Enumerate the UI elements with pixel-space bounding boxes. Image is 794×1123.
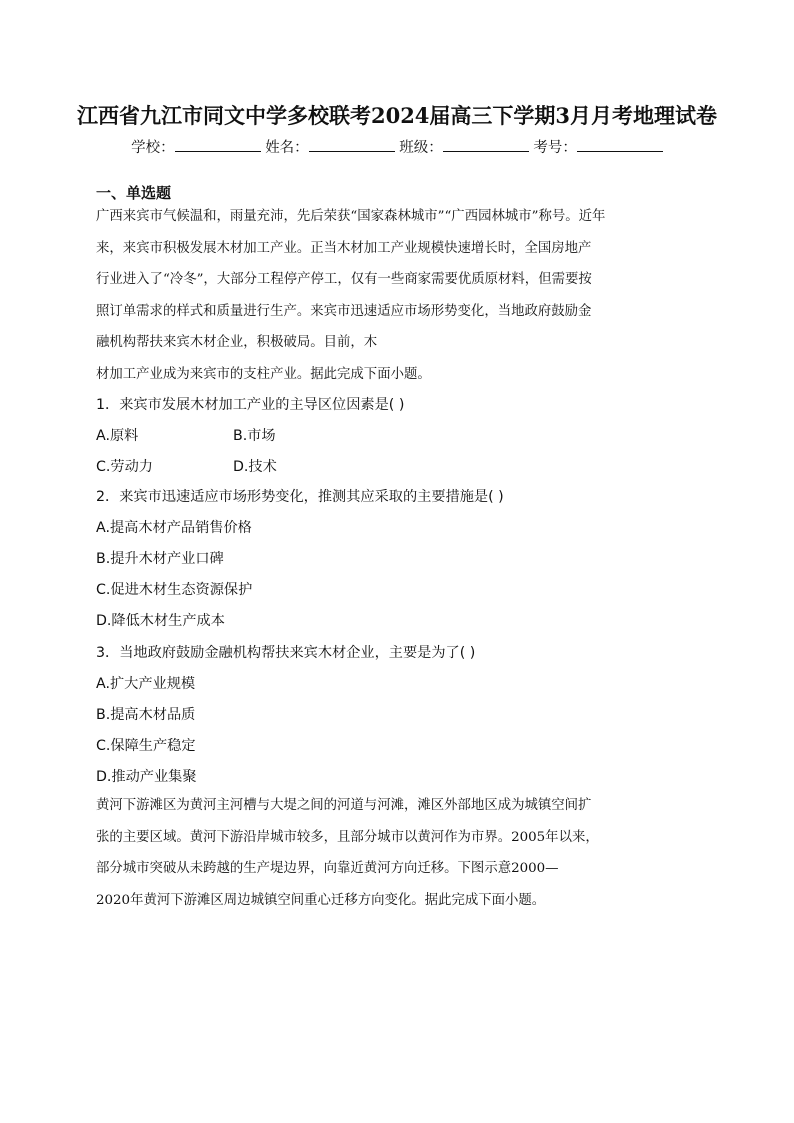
passage-line: 黄河下游滩区为黄河主河槽与大堤之间的河道与河滩，滩区外部地区成为城镇空间扩: [96, 798, 592, 813]
exam-title: 江西省九江市同文中学多校联考2024届高三下学期3月月考地理试卷: [76, 103, 718, 128]
passage-line: 部分城市突破从未跨越的生产堤边界，向靠近黄河方向迁移。下图示意2000—: [96, 861, 559, 876]
passage-line: 融机构帮扶来宾木材企业，积极破局。目前，木: [96, 335, 378, 350]
name-blank[interactable]: [309, 139, 395, 152]
passage-line: 2020年黄河下游滩区周边城镇空间重心迁移方向变化。据此完成下面小题。: [96, 892, 546, 908]
question-1-option-d[interactable]: D.技术: [233, 459, 277, 475]
passage-line: 照订单需求的样式和质量进行生产。来宾市迅速适应市场形势变化，当地政府鼓励金: [96, 303, 592, 319]
question-2-option-a[interactable]: A.提高木材产品销售价格: [96, 520, 252, 536]
question-1-option-c[interactable]: C.劳动力: [96, 459, 153, 475]
question-2-option-d[interactable]: D.降低木材生产成本: [96, 613, 225, 629]
class-blank[interactable]: [443, 139, 529, 152]
class-label: 班级：: [399, 140, 443, 156]
school-blank[interactable]: [175, 139, 261, 152]
question-2-option-c[interactable]: C.促进木材生态资源保护: [96, 582, 253, 598]
section-heading: 一、单选题: [96, 184, 172, 202]
passage-line: 广西来宾市气候温和，雨量充沛，先后荣获“国家森林城市”“广西园林城市”称号。近年: [96, 209, 606, 224]
exam-number-label: 考号：: [533, 140, 577, 156]
passage-line: 张的主要区域。黄河下游沿岸城市较多，且部分城市以黄河作为市界。2005年以来，: [96, 829, 599, 845]
question-1-option-a[interactable]: A.原料: [96, 428, 139, 444]
passage-line: 行业进入了“冷冬”，大部分工程停产停工，仅有一些商家需要优质原材料，但需要按: [96, 272, 592, 287]
question-3-option-a[interactable]: A.扩大产业规模: [96, 676, 196, 692]
question-1-stem: 1．来宾市发展木材加工产业的主导区位因素是( ): [96, 397, 405, 413]
school-label: 学校：: [131, 140, 175, 156]
question-3-option-d[interactable]: D.推动产业集聚: [96, 769, 197, 785]
question-2-option-b[interactable]: B.提升木材产业口碑: [96, 551, 224, 567]
question-3-stem: 3．当地政府鼓励金融机构帮扶来宾木材企业，主要是为了( ): [96, 645, 476, 661]
question-3-option-c[interactable]: C.保障生产稳定: [96, 738, 196, 754]
name-label: 姓名：: [265, 140, 309, 156]
exam-number-blank[interactable]: [577, 139, 663, 152]
passage-line: 材加工产业成为来宾市的支柱产业。据此完成下面小题。: [96, 366, 431, 382]
student-info-row: [0, 136, 794, 157]
question-2-stem: 2．来宾市迅速适应市场形势变化，推测其应采取的主要措施是( ): [96, 489, 504, 505]
question-3-option-b[interactable]: B.提高木材品质: [96, 707, 196, 723]
passage-line: 来，来宾市积极发展木材加工产业。正当木材加工产业规模快速增长时，全国房地产: [96, 240, 592, 256]
question-1-option-b[interactable]: B.市场: [233, 428, 276, 444]
reading-passage-2: [96, 790, 700, 916]
reading-passage-1: [96, 201, 700, 390]
